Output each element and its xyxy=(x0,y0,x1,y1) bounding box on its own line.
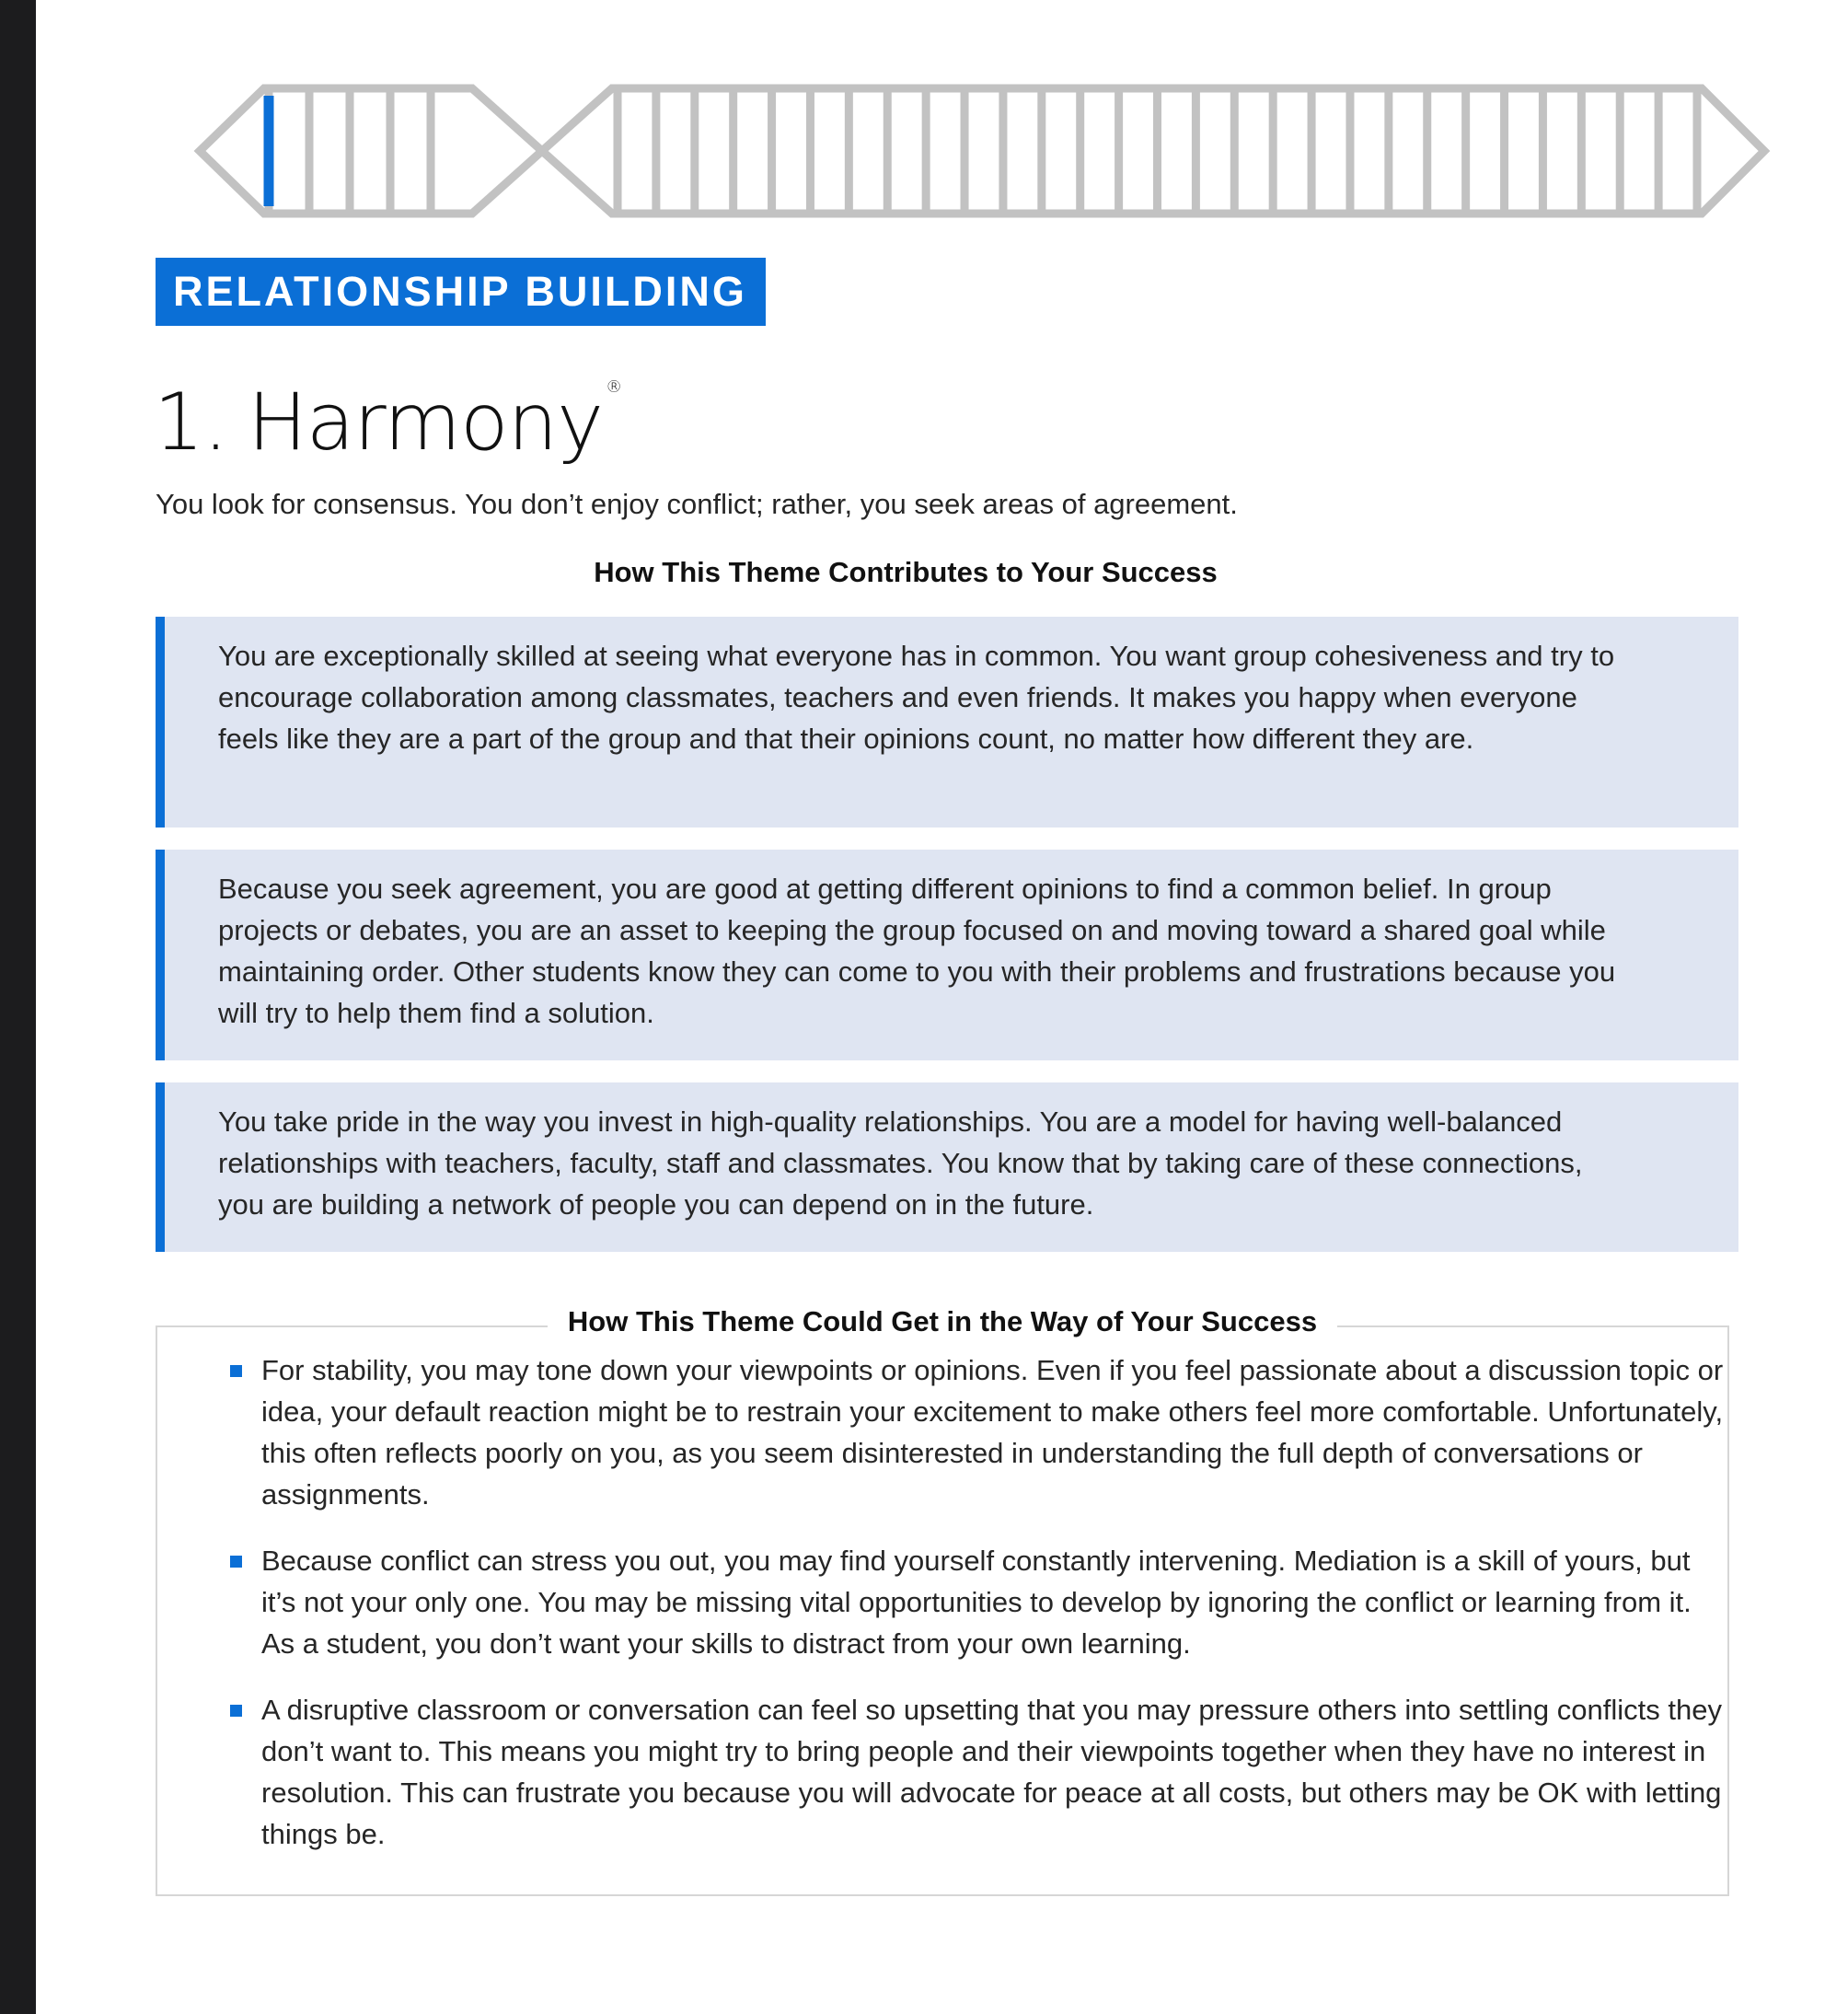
square-bullet-icon xyxy=(230,1556,242,1568)
barrier-text: For stability, you may tone down your viewpoints or opinions. Even if you feel passionate about a discussion topic or idea, your default reaction might be to restrain your excitement to make others feel more comfortable. Unfortunately, this often reflects poorly on you, as you seem disinterested in understanding the full depth of conversations or assignments. xyxy=(261,1354,1724,1510)
contributes-paragraph: You are exceptionally skilled at seeing what everyone has in common. You want group cohesiveness and try to encourage collaboration among classmates, teachers and even friends. It makes you happy when everyone feels like they are a part of the group and that their opinions count, no matter how different they are. xyxy=(156,617,1738,828)
strip-left-segment-outline xyxy=(200,88,542,214)
barriers-heading-wrap xyxy=(156,1305,1729,1338)
barrier-item xyxy=(221,1349,1730,1515)
trademark-symbol: ® xyxy=(606,377,622,397)
theme-name: Harmony xyxy=(248,376,604,469)
barrier-text: Because conflict can stress you out, you may find yourself constantly intervening. Mediation is a skill of yours, but it’s not your only one. You may be missing vital opportunities to develop by ignoring the conflict or learning from it. As a student, you don’t want your skills to distract from your own learning. xyxy=(261,1545,1692,1660)
square-bullet-icon xyxy=(230,1705,242,1717)
domain-label: RELATIONSHIP BUILDING xyxy=(156,258,766,326)
theme-title xyxy=(154,337,621,473)
theme-rank: 1. xyxy=(154,376,228,469)
square-bullet-icon xyxy=(230,1365,242,1377)
theme-tagline: You look for consensus. You don’t enjoy conflict; rather, you seek areas of agreement. xyxy=(156,488,1238,520)
barriers-heading: How This Theme Could Get in the Way of Your Success xyxy=(548,1305,1337,1337)
barrier-item xyxy=(221,1689,1730,1855)
barrier-item xyxy=(221,1540,1730,1664)
contributes-heading: How This Theme Contributes to Your Success xyxy=(594,556,1218,588)
theme-rank-strip xyxy=(192,81,1775,221)
barrier-text: A disruptive classroom or conversation can feel so upsetting that you may pressure others into settling conflicts they don’t want to. This means you might try to bring people and their viewpoints together when they have no interest in resolution. This can frustrate you because you will advocate for peace at all costs, but others may be OK with letting things be. xyxy=(261,1694,1722,1850)
contributes-paragraph: You take pride in the way you invest in high-quality relationships. You are a model for having well-balanced relationships with teachers, faculty, staff and classmates. You know that by taking care of these connections, you are building a network of people you can depend on in the future. xyxy=(156,1082,1738,1252)
report-page xyxy=(36,0,1848,2014)
barriers-list xyxy=(221,1349,1730,1880)
window-left-edge xyxy=(0,0,36,2014)
contributes-paragraph: Because you seek agreement, you are good at getting different opinions to find a common belief. In group projects or debates, you are an asset to keeping the group focused on and moving toward a shared goal while maintaining order. Other students know they can come to you with their problems and frustrations because you will try to help them find a solution. xyxy=(156,850,1738,1060)
